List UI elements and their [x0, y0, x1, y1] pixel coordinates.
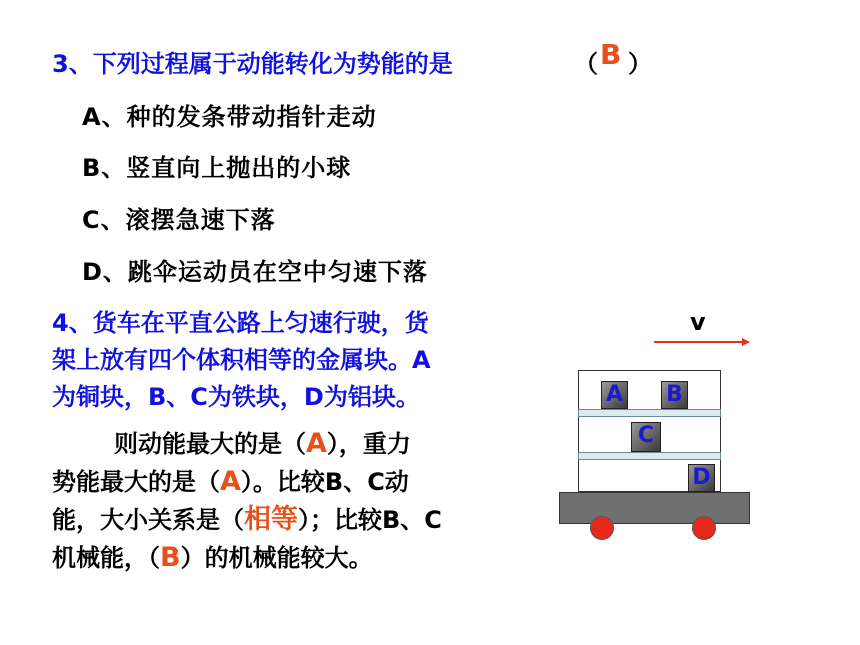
cart-body [559, 492, 750, 524]
shelf-upper [578, 409, 721, 417]
block-c: C [631, 422, 661, 452]
q3-paren-close: ） [628, 50, 652, 78]
q4-body-line-1: 则动能最大的是（A），重力 [114, 428, 411, 459]
q4-body-line-2: 势能最大的是（A）。比较B、C动 [52, 466, 409, 497]
shelf-lower [578, 452, 721, 460]
q3-option-d: D、跳伞运动员在空中匀速下落 [82, 258, 428, 286]
velocity-arrow [650, 334, 752, 350]
q4-answer-potential: A [220, 466, 241, 497]
q4-question-line-2: 架上放有四个体积相等的金属块。A [52, 346, 431, 374]
q3-option-b: B、竖直向上抛出的小球 [82, 154, 352, 182]
q4-answer-equal: 相等 [244, 504, 298, 535]
q4-answer-kinetic: A [306, 428, 327, 459]
velocity-label: v [690, 308, 706, 336]
q4-question-line-1: 4、货车在平直公路上匀速行驶，货 [52, 309, 429, 337]
q4-body-line-4: 机械能，（B）的机械能较大。 [52, 542, 373, 573]
q3-option-a: A、种的发条带动指针走动 [82, 103, 377, 131]
wheel-right [692, 516, 716, 540]
q4-body [52, 425, 442, 577]
block-b: B [661, 381, 688, 409]
q3-question: 3、下列过程属于动能转化为势能的是 [52, 50, 453, 78]
wheel-left [590, 516, 614, 540]
block-d: D [688, 464, 715, 492]
q3-paren-open: （ [574, 50, 598, 78]
q4-question-line-3: 为铜块，B、C为铁块，D为铝块。 [52, 383, 420, 411]
q4-question [52, 305, 431, 416]
q4-answer-mechanical: B [160, 542, 181, 573]
q3-option-c: C、滚摆急速下落 [82, 206, 276, 234]
q3-answer: B [600, 38, 622, 71]
block-a: A [601, 381, 628, 409]
q4-body-line-3: 能，大小关系是（相等）；比较B、C [52, 504, 442, 535]
